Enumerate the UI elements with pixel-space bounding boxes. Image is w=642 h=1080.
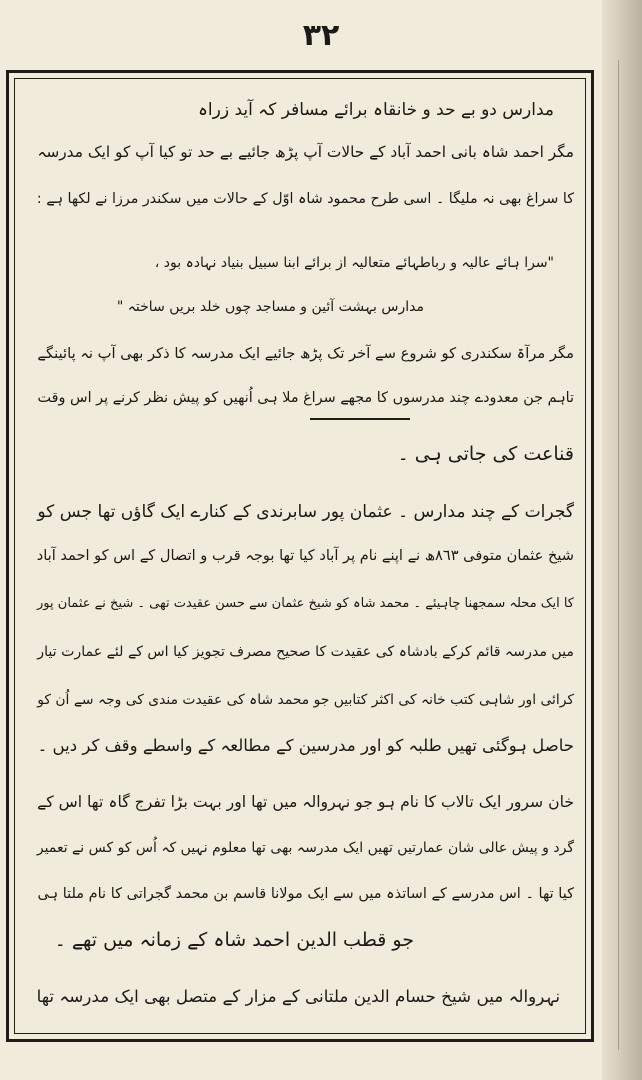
text-line: حاصل ہوگئی تھیں طلبہ کو اور مدرسین کے مطالعہ کے واسطے وقف کر دیں ۔: [37, 736, 574, 755]
quote-line: مدارس بہشت آئین و مساجد چوں خلد بریں ساختہ ": [116, 299, 424, 315]
text-line: میں مدرسہ قائم کرکے بادشاہ کی عقیدت کا صحیح مصرف تجویز کیا اس کے لئے عمارت تیار: [37, 644, 574, 660]
text-line: شیخ عثمان متوفی ٨٦٣ھ نے اپنے نام پر آباد کیا تھا بوجہ قرب و اتصال کے اس کو احمد آباد: [36, 547, 574, 564]
underline-rule: [310, 418, 410, 420]
page-edge: [602, 0, 642, 1080]
text-line: خان سرور ایک تالاب کا نام ہو جو نہروالہ میں تھا اور بہت بڑا تفرج گاہ تھا اس کے: [37, 792, 574, 811]
text-line: گرد و پیش عالی شان عمارتیں تھیں ایک مدرسہ بھی تھا معلوم نہیں کہ اُس کو کس نے تعمیر: [36, 840, 574, 856]
text-line: کا سراغ بھی نہ ملیگا ۔ اسی طرح محمود شاہ اوّل کے حالات میں سکندر مرزا نے لکھا ہے :: [36, 191, 574, 207]
text-line: مگر احمد شاہ بانی احمد آباد کے حالات آپ پڑھ جائیے بے حد تو کیا آپ کو ایک مدرسہ: [37, 143, 574, 161]
text-line: قناعت کی جاتی ہی ۔: [397, 443, 574, 465]
text-line: جو قطب الدین احمد شاہ کے زمانہ میں تھے ۔: [54, 929, 414, 951]
page-number: ٣٢: [302, 18, 340, 53]
text-line: کا ایک محلہ سمجھنا چاہیئے ۔ محمد شاہ کو شیخ عثمان سے حسن عقیدت تھی ۔ شیخ نے عثمان پور: [37, 596, 574, 611]
text-line: کرائی اور شاہی کتب خانہ کی اکثر کتابیں جو محمد شاہ کی عقیدت مندی کی وجہ سے اُن کو: [37, 692, 574, 708]
quote-line: "سرا ہائے عالیہ و رباطہائے متعالیہ از برائے ابنا سبیل بنیاد نہادہ بود ،: [154, 255, 554, 271]
section-heading-line: گجرات کے چند مدارس ۔ عثمان پور سابرندی کے کنارے ایک گاؤں تھا جس کو: [37, 502, 574, 522]
page-edge-line: [618, 60, 619, 1050]
text-line: مگر مرآۃ سکندری کو شروع سے آخر تک پڑھ جائیے ایک مدرسہ کا ذکر بھی آپ نہ پائینگے: [37, 345, 574, 362]
text-line: تاہم جن معدودے چند مدرسوں کا مجھے سراغ ملا ہی اُنھیں کو پیش نظر کرنے پر اس وقت: [37, 390, 574, 406]
text-line: نہروالہ میں شیخ حسام الدین ملتانی کے مزار کے متصل بھی ایک مدرسہ تھا: [36, 986, 560, 1006]
verse-heading: مدارس دو بے حد و خانقاہ برائے مسافر کہ آید زراہ: [197, 100, 554, 120]
text-line: کیا تھا ۔ اس مدرسے کے اساتذہ میں سے ایک مولانا قاسم بن محمد گجراتی کا نام ملتا ہی: [37, 886, 574, 902]
